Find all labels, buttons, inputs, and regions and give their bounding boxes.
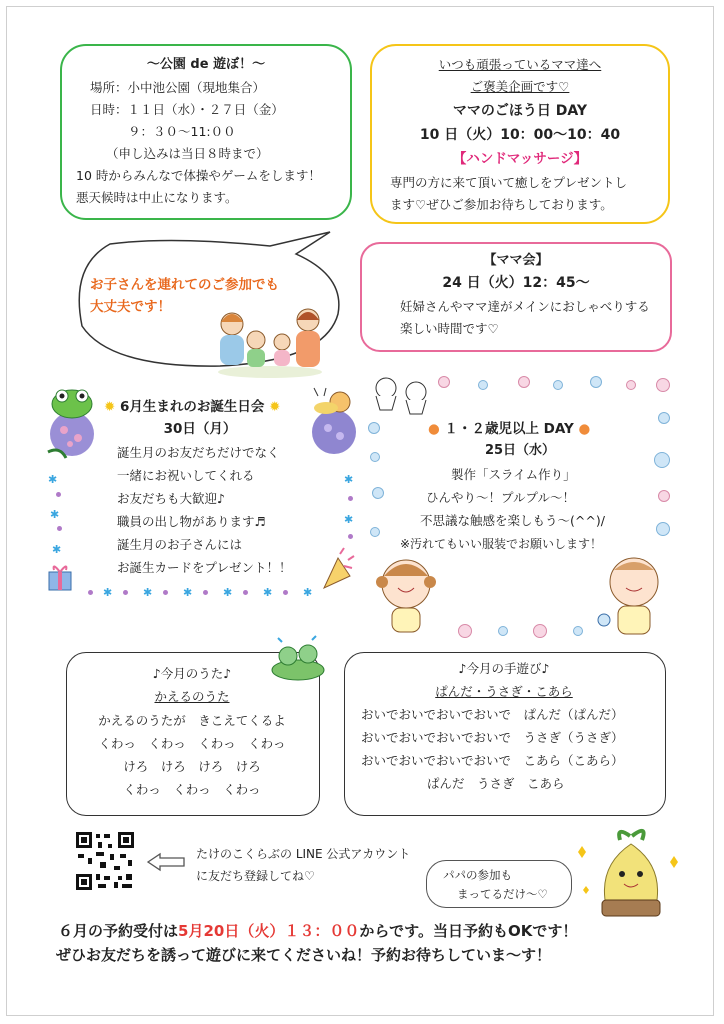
- teru-teru-bozu-illustration: [370, 376, 434, 426]
- song-line-1: かえるのうたが きこえてくるよ: [98, 713, 286, 728]
- mama-kai-desc-1: 妊婦さんやママ達がメインにおしゃべりする: [400, 299, 650, 314]
- park-time: ９：３０～11:００: [128, 124, 236, 139]
- birthday-line-1: 誕生月のお友だちだけでなく: [117, 445, 280, 460]
- papa-bubble: [426, 860, 572, 908]
- smile-face-icon: ●: [578, 421, 591, 437]
- gift-icon: [46, 562, 74, 592]
- birthday-line-2: 一緒にお祝いしてくれる: [117, 468, 255, 483]
- birthday-line-6: お誕生カードをプレゼント！！: [117, 560, 292, 575]
- park-desc-2: 悪天候時は中止になります。: [76, 190, 238, 205]
- footer-line-2: ぜひお友だちを誘って遊びに来てくださいね！予約お待ちしていま～す！: [56, 946, 552, 964]
- handplay-title: ぱんだ・うさぎ・こあら: [435, 684, 573, 699]
- footer-line-1: [58, 920, 577, 942]
- song-line-3: けろ けろ けろ けろ: [123, 759, 261, 774]
- age-day-line-2: ひんやり～！プルプル～！: [426, 490, 576, 505]
- footer-post: からです。当日予約もOKです！: [359, 922, 578, 940]
- smile-face-icon: ●: [428, 421, 440, 437]
- song-heading: ♪今月のうた♪: [152, 666, 232, 681]
- mama-day-intro-1: いつも頑張っているママ達へ: [438, 57, 602, 72]
- family-illustration: [212, 300, 328, 380]
- line-info-2: に友だち登録してね♡: [196, 869, 315, 883]
- birthday-title-text: 6月生まれのお誕生日会: [120, 399, 265, 415]
- birthday-date: 30日（月）: [163, 421, 237, 437]
- age-day-date: 25日（水）: [484, 443, 556, 458]
- handplay-line-4: ぱんだ うさぎ こあら: [427, 776, 565, 791]
- age-day-title: [428, 420, 590, 438]
- baby-girl-illustration: [366, 552, 446, 638]
- mama-day-box: [370, 44, 670, 224]
- mama-day-intro-2: ご褒美企画です♡: [470, 79, 570, 94]
- frog-hydrangea-illustration: [42, 386, 104, 462]
- birthday-line-3: お友だちも大歓迎♪: [117, 491, 225, 506]
- birthday-frame: ✱ ✱ ✱ ✱ ✱ ✱ ✱ ✱ ✱ ✱ ✱: [48, 473, 354, 599]
- mama-day-desc-1: 専門の方に来て頂いて癒しをプレゼントし: [390, 175, 628, 190]
- song-title: かえるのうた: [154, 689, 230, 704]
- mama-day-date: 10 日（火）10：00～10：40: [419, 127, 621, 143]
- park-apply: （申し込みは当日８時まで）: [106, 146, 269, 161]
- park-place: 場所：小中池公園（現地集合）: [90, 80, 266, 95]
- frogs-on-leaf-illustration: [270, 632, 326, 682]
- age-day-line-1: 製作「スライム作り」: [451, 467, 576, 482]
- mama-kai-date: 24 日（火）12：45～: [442, 275, 590, 291]
- snail-hydrangea-illustration: [304, 386, 360, 460]
- papa-line-1: パパの参加も: [443, 868, 512, 882]
- left-arrow-icon: [146, 852, 186, 872]
- handplay-heading: ♪今月の手遊び♪: [458, 661, 550, 676]
- bubble-line-2: 大丈夫です！: [90, 299, 171, 315]
- footer-date: 5月20日（火）１３：００: [178, 922, 360, 940]
- baby-boy-illustration: [594, 550, 672, 640]
- park-date: 日時：１１日（水）・２７日（金）: [90, 102, 284, 117]
- sun-icon: ✹: [269, 399, 281, 415]
- party-popper-icon: [320, 546, 356, 592]
- birthday-title: [104, 398, 280, 416]
- bubble-line-1: お子さんを連れてのご参加でも: [90, 277, 279, 293]
- handplay-box: [344, 652, 666, 816]
- song-line-4: くわっ くわっ くわっ: [123, 782, 261, 797]
- park-desc-1: 10 時からみんなで体操やゲームをします！: [76, 168, 321, 183]
- birthday-line-5: 誕生月のお子さんには: [117, 537, 243, 552]
- handplay-line-3: おいでおいでおいでおいで こあら（こあら）: [361, 753, 624, 768]
- bamboo-shoot-character-illustration: [576, 826, 686, 922]
- papa-line-2: まってるだけ～♡: [457, 887, 548, 901]
- line-qr-code[interactable]: [74, 830, 136, 892]
- line-info-1: たけのこくらぶの LINE 公式アカウント: [196, 847, 411, 861]
- handplay-line-2: おいでおいでおいでおいで うさぎ（うさぎ）: [361, 730, 624, 745]
- mama-kai-desc-2: 楽しい時間です♡: [400, 321, 499, 336]
- age-day-title-text: １・２歳児以上 DAY: [444, 421, 574, 437]
- park-title: ～公園 de 遊ぼ！～: [146, 57, 266, 72]
- sun-icon: ✹: [104, 399, 116, 415]
- handplay-line-1: おいでおいでおいでおいで ぱんだ（ぱんだ）: [361, 707, 624, 722]
- song-line-2: くわっ くわっ くわっ くわっ: [98, 736, 286, 751]
- mama-kai-title: 【ママ会】: [483, 253, 549, 268]
- mama-day-title: ママのごほう日 DAY: [452, 103, 588, 119]
- footer-pre: ６月の予約受付は: [58, 922, 179, 940]
- mama-day-desc-2: ます♡ぜひご参加お待ちしております。: [390, 197, 613, 212]
- birthday-line-4: 職員の出し物があります♬: [117, 514, 266, 529]
- mama-kai-box: [360, 242, 672, 352]
- park-event-box: [60, 44, 352, 220]
- age-day-line-3: 不思議な触感を楽しもう～(^^)/: [420, 513, 605, 528]
- age-day-line-4: ※汚れてもいい服装でお願いします！: [400, 537, 603, 551]
- mama-day-event: 【ハンドマッサージ】: [452, 151, 588, 167]
